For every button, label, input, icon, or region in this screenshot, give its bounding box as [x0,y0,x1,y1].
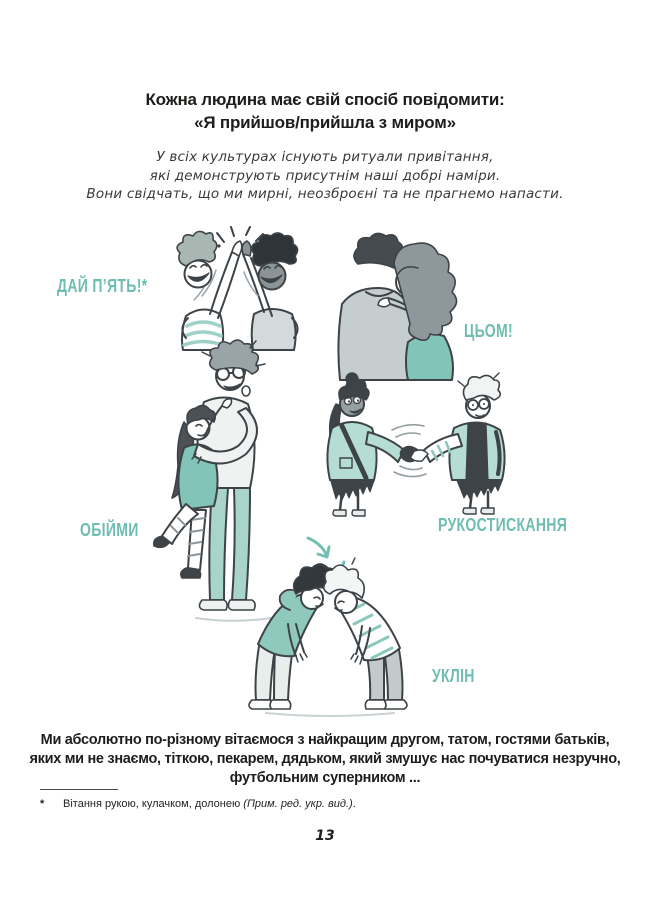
outro-text [20,731,630,788]
greeting-label-cheek-kiss: ЦЬОМ! [464,321,514,341]
footnote-text: Вітання рукою, кулачком, долонею [63,798,244,810]
greeting-label-handshake: РУКОСТИСКАННЯ [438,515,568,535]
page-title-line2: «Я прийшов/прийшла з миром» [194,113,456,132]
greeting-label-bow: УКЛІН [432,666,475,686]
greeting-label-hug: ОБІЙМИ [80,520,139,540]
bow-illustration [214,532,444,722]
page-title-line1: Кожна людина має свій спосіб повідомити: [145,90,505,109]
greeting-label-high-five: ДАЙ П’ЯТЬ!* [57,276,148,296]
intro-line2: які демонструють присутнім наші добрі наміри. [149,167,501,184]
high-five-drawing [146,226,314,352]
footnote-editor-note: (Прим. ред. укр. вид.) [243,798,353,810]
page-title [0,88,650,134]
high-five-illustration [146,226,314,352]
handshake-drawing [296,370,526,518]
page-number: 13 [315,828,335,844]
outro-line2: яких ми не знаємо, тіткою, пекарем, дядьком, який змушує нас почуватися незручно, [29,751,621,767]
intro-line3: Вони свідчать, що ми мирні, неозброєні та не прагнемо напасти. [86,186,564,202]
intro-line1: У всіх культурах існують ритуали привітання, [156,149,494,165]
intro-text [0,148,650,204]
outro-line1: Ми абсолютно по-різному вітаємося з найкращим другом, татом, гостями батьків, [40,732,610,748]
footnote [40,798,356,810]
footnote-suffix: . [352,798,356,810]
outro-line3: футбольним суперником ... [229,770,421,786]
footnote-marker: * [40,798,45,810]
footnote-divider [40,789,118,790]
handshake-illustration [296,370,526,518]
cheek-kiss-drawing [328,230,466,382]
cheek-kiss-illustration [328,230,466,382]
bow-drawing [214,532,444,722]
